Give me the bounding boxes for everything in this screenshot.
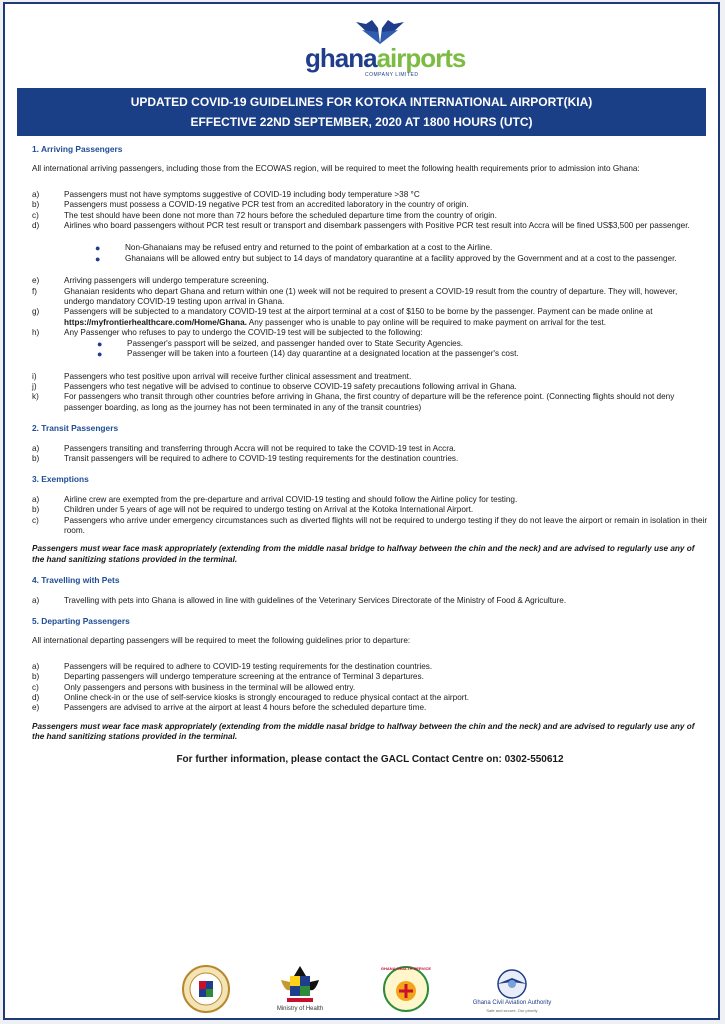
section-1-intro: All international arriving passengers, including those from the ECOWAS region, will be required to meet the following health requirements prior to admission into Ghana: [32,164,640,174]
section-5-heading: 5. Departing Passengers [32,616,130,626]
list-item: d) Online check-in or the use of self-service kiosks is strongly encouraged to reduce physical contact at the airport. [32,693,470,703]
list-item: b) Transit passengers will be required to adhere to COVID-19 testing requirements for the destination countries. [32,453,459,463]
list-item: h) Any Passenger who refuses to pay to undergo the COVID-19 test will be subjected to the following: [32,328,423,338]
guidelines-content [32,144,708,765]
list-item: e) Passengers are advised to arrive at the airport at least 4 hours before the scheduled departure time. [32,703,427,713]
list-item: a) Passengers will be required to adhere to COVID-19 testing requirements for the destination countries. [32,661,433,671]
bullet-icon: ● [97,338,103,349]
document-page [3,2,720,1020]
list-item: a) Travelling with pets into Ghana is allowed in line with guidelines of the Veterinary Services Directorate of the Ministry of Food & Agriculture. [32,595,567,605]
ghana-airports-logo [305,14,466,80]
bullet-item: ● Ghanaians will be allowed entry but subject to 14 days of mandatory quarantine at a facility approved by the Government and at a cost to the passenger. [95,253,677,264]
banner-line-1: UPDATED COVID-19 GUIDELINES FOR KOTOKA INTERNATIONAL AIRPORT(KIA) [130,95,593,109]
mask-advisory-note: Passengers must wear face mask appropriately (extending from the middle nasal bridge to halfway between the chin and the neck) and are advised to regularly use any of the hand sanitizing stations provided in the terminal. [32,544,695,564]
moh-label: Ministry of Health [276,1006,324,1012]
section-3-heading: 3. Exemptions [32,474,89,485]
list-item: a) Passengers must not have symptoms suggestive of COVID-19 including body temperature >38 °C [32,189,420,199]
payment-link[interactable]: https://myfrontierhealthcare.com/Home/Ghana. [64,317,247,327]
list-item: k) For passengers who transit through other countries before arriving in Ghana, the first country of departure will be the reference point. (Connecting flights should not deny passenger boarding, as long as the journey has not been terminated in any of the transit countries) [32,392,675,412]
list-item: g) Passengers will be subjected to a mandatory COVID-19 test at the airport terminal at a cost of $150 to be borne by the passenger. Payment can be made online at https://myfrontierhealthcare.com/Home/Ghana. Any passenger who is unable to pay online will be required to make payment on arrival for the test. [32,307,653,327]
list-item: c) Only passengers and persons with business in the terminal will be allowed entry. [32,682,356,692]
section-1-heading: 1. Arriving Passengers [32,144,123,154]
section-5-intro: All international departing passengers will be required to meet the following guidelines prior to departure: [32,636,411,646]
list-item: b) Children under 5 years of age will not be required to undergo testing on Arrival at the Kotoka International Airport. [32,505,474,515]
list-item: e) Arriving passengers will undergo temperature screening. [32,276,269,286]
bullet-icon: ● [95,243,101,254]
list-item: d) Airlines who board passengers without PCR test result or transport and disembark passengers with Positive PCR test result into Accra will be fined US$3,500 per passenger. [32,221,690,231]
list-item: a) Passengers transiting and transferring through Accra will not be required to take the COVID-19 test in Accra. [32,443,456,453]
ghs-label: GHANA HEALTH SERVICE [380,966,432,971]
gcaa-label: Ghana Civil Aviation Authority [472,1000,552,1006]
list-item: c) The test should have been done not more than 72 hours before the scheduled departure time from the country of origin. [32,210,497,220]
section-4-heading: 4. Travelling with Pets [32,575,120,586]
list-item: j) Passengers who test negative will be advised to continue to observe COVID-19 safety precautions following arrival in Ghana. [32,381,517,391]
contact-line: For further information, please contact the GACL Contact Centre on: 0302-550612 [176,753,564,765]
list-item: a) Airline crew are exempted from the pre-departure and arrival COVID-19 testing and should follow the Airline policy for testing. [32,494,518,504]
mask-advisory-note-2: Passengers must wear face mask appropriately (extending from the middle nasal bridge to halfway between the chin and the neck) and are advised to regularly use any of the hand sanitizing stations provided in the terminal. [32,721,695,742]
list-item: b) Departing passengers will undergo temperature screening at the entrance of Terminal 3 departures. [32,672,424,682]
bullet-item: ● Passenger's passport will be seized, and passenger handed over to State Security Agencies. [97,338,464,349]
section-2-heading: 2. Transit Passengers [32,423,119,434]
list-item: c) Passengers who arrive under emergency circumstances such as diverted flights will not be required to undergo testing if they do not leave the airport or remain in isolation in their room. [32,515,708,535]
title-banner [17,88,706,136]
wings-icon [352,16,408,46]
bullet-item: ● Non-Ghanaians may be refused entry and returned to the point of embarkation at a cost to the Airline. [95,243,493,254]
logo-subtitle: COMPANY LIMITED [365,72,419,78]
ministry-of-health-crest-icon [275,962,325,1012]
ghana-health-service-logo-icon [381,964,431,1014]
coat-of-arms-seal-icon [181,964,231,1014]
banner-line-2: EFFECTIVE 22ND SEPTEMBER, 2020 AT 1800 HOURS (UTC) [190,115,533,129]
bullet-icon: ● [95,253,101,264]
bullet-item: ● Passenger will be taken into a fourteen (14) day quarantine at a designated location at the passenger's cost. [97,349,519,360]
bullet-icon: ● [97,349,103,360]
gcaa-tagline: Safe and secure. Our priority [486,1008,538,1013]
footer-logos [175,962,575,1016]
logo-wordmark: ghanaairports [305,43,466,73]
list-item: f) Ghanaian residents who depart Ghana and return within one (1) week will not be required to present a COVID-19 result from the country of departure. They will, however, undergo mandatory COVID-19 testing upon arrival in Ghana. [32,286,678,307]
list-item: b) Passengers must possess a COVID-19 negative PCR test from an accredited laboratory in the country of origin. [32,200,469,210]
list-item: i) Passengers who test positive upon arrival will receive further clinical assessment and treatment. [32,371,412,381]
